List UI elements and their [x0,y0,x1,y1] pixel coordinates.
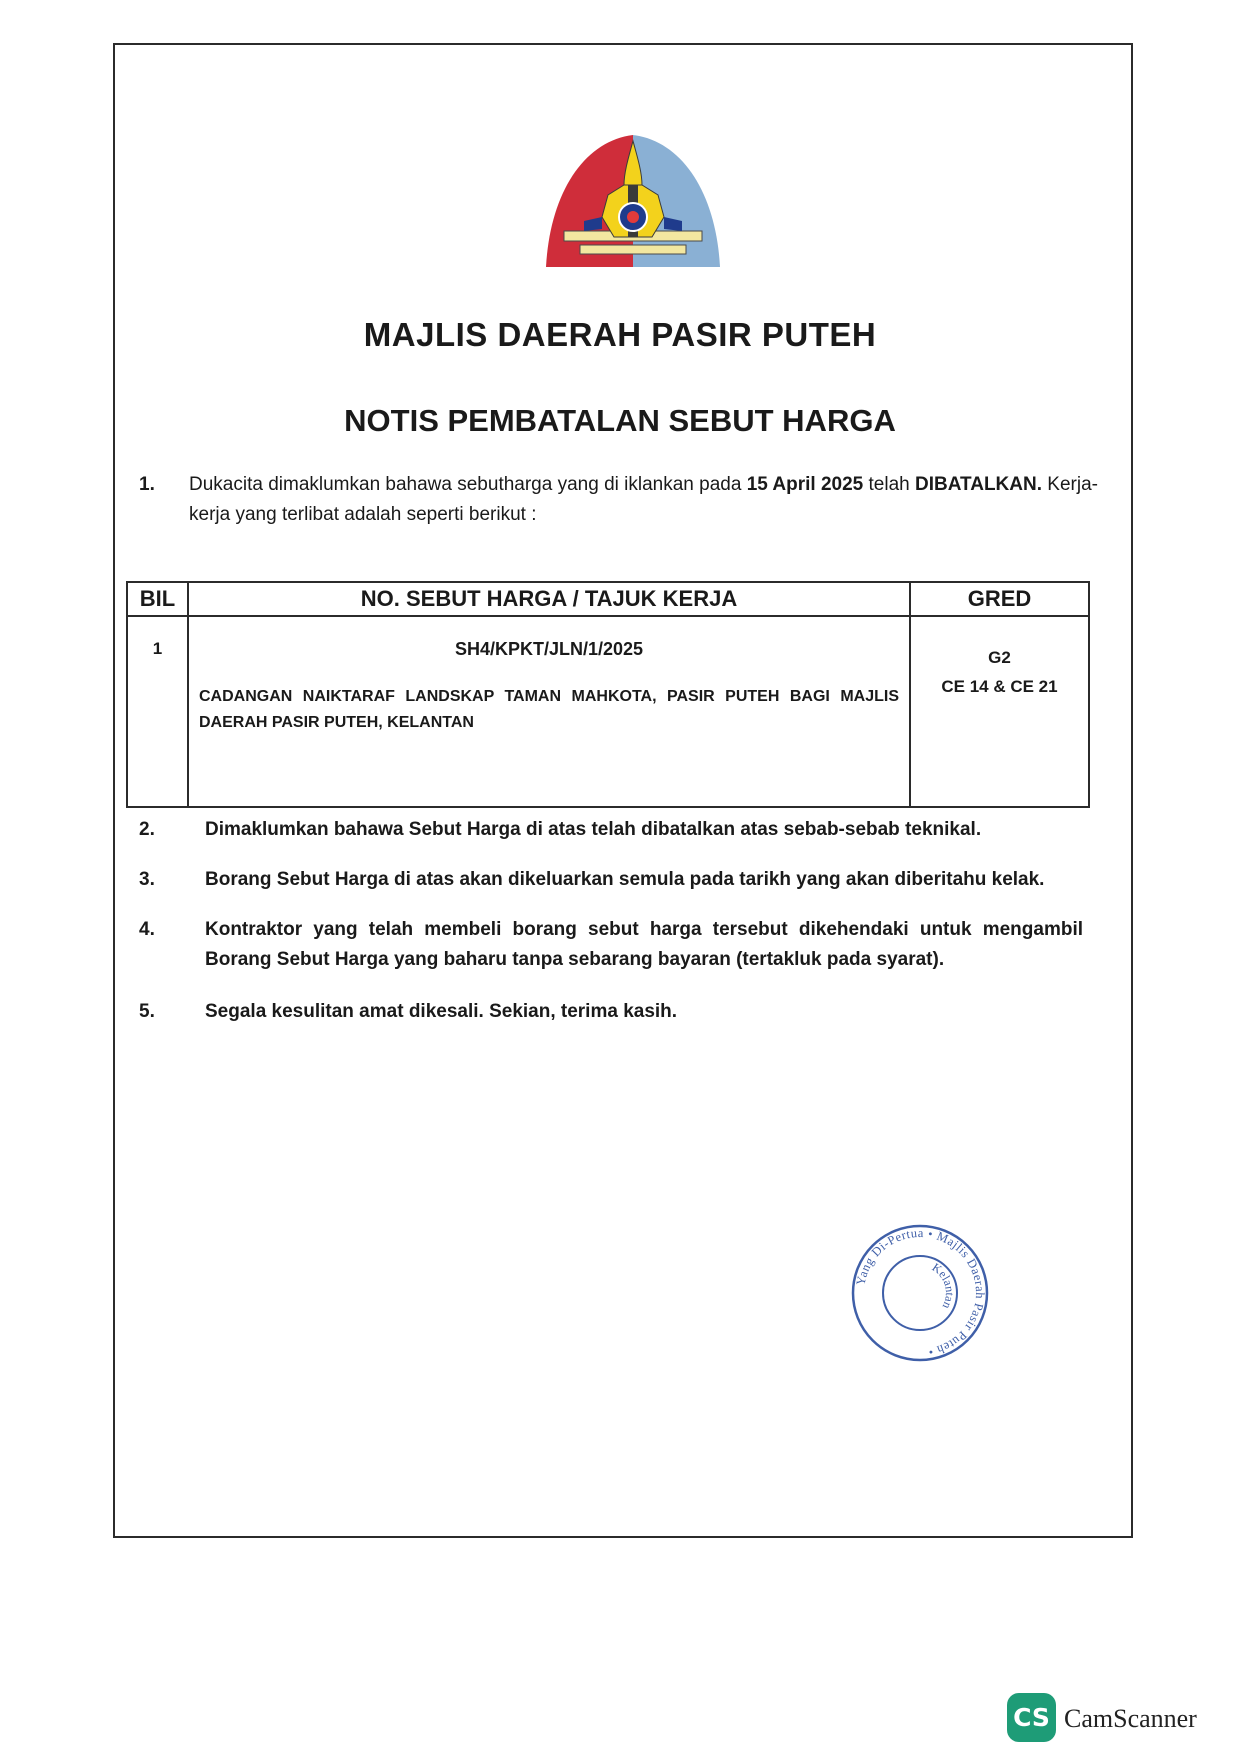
cancellation-status: DIBATALKAN. [915,474,1042,495]
quotation-reference: SH4/KPKT/JLN/1/2025 [454,639,644,659]
svg-text:Kelantan [930,1260,958,1311]
text-segment: telah [863,474,915,495]
notice-title: NOTIS PEMBATALAN SEBUT HARGA [344,403,896,438]
column-header-bil: BIL [127,582,188,616]
paragraph-5 [139,997,1099,1029]
paragraph-text: Segala kesulitan amat dikesali. Sekian, terima kasih. [205,1001,678,1022]
svg-text:Yang Di-Pertua • Majlis Daerah [854,1226,988,1359]
council-crest-logo [544,133,722,269]
paragraph-3 [139,865,1099,897]
paragraph-number: 4. [139,919,155,940]
paragraph-4 [139,915,1099,979]
paragraph-1 [139,470,1099,534]
paragraph-text: Borang Sebut Harga di atas akan dikeluarkan semula pada tarikh yang akan diberitahu kelak. [205,869,1045,890]
quotation-details [188,616,910,807]
paragraph-number: 1. [139,474,155,495]
camscanner-logo-icon: CS [1007,1693,1056,1742]
paragraph-2 [139,815,1099,847]
paragraph-text: Dimaklumkan bahawa Sebut Harga di atas telah dibatalkan atas sebab-sebab teknikal. [205,819,982,840]
column-header-grade: GRED [910,582,1089,616]
text-segment: Dukacita dimaklumkan bahawa sebutharga yang di iklankan pada [189,474,747,495]
quotation-table [126,581,1090,808]
paragraph-number: 3. [139,869,155,890]
official-stamp [849,1222,991,1364]
paragraph-text [189,470,1109,530]
advertised-date: 15 April 2025 [746,474,864,495]
table-header-row [127,582,1089,616]
row-number: 1 [127,616,188,807]
stamp-inner-text: Kelantan [929,1260,958,1312]
paragraph-number: 5. [139,1001,155,1022]
stamp-outer-text: Yang Di-Pertua • Majlis Daerah Pasir Puteh • [853,1225,988,1360]
grade-cell [910,616,1089,807]
text-segment: Kerja-kerja yang terlibat adalah seperti berikut : [189,474,1098,525]
organization-title: MAJLIS DAERAH PASIR PUTEH [363,316,877,353]
table-row [127,616,1089,807]
paragraph-number: 2. [139,819,155,840]
column-header-title: NO. SEBUT HARGA / TAJUK KERJA [188,582,910,616]
grade: G2 [988,648,1011,667]
camscanner-watermark: CamScanner [1064,1704,1197,1733]
work-title: CADANGAN NAIKTARAF LANDSKAP TAMAN MAHKOTA, PASIR PUTEH BAGI MAJLIS DAERAH PASIR PUTEH, KELANTAN [199,688,899,731]
paragraph-text: Kontraktor yang telah membeli borang sebut harga tersebut dikehendaki untuk mengambil Borang Sebut Harga yang baharu tanpa sebarang bayaran (tertakluk pada syarat). [205,919,1083,970]
grade-detail: CE 14 & CE 21 [941,677,1058,696]
